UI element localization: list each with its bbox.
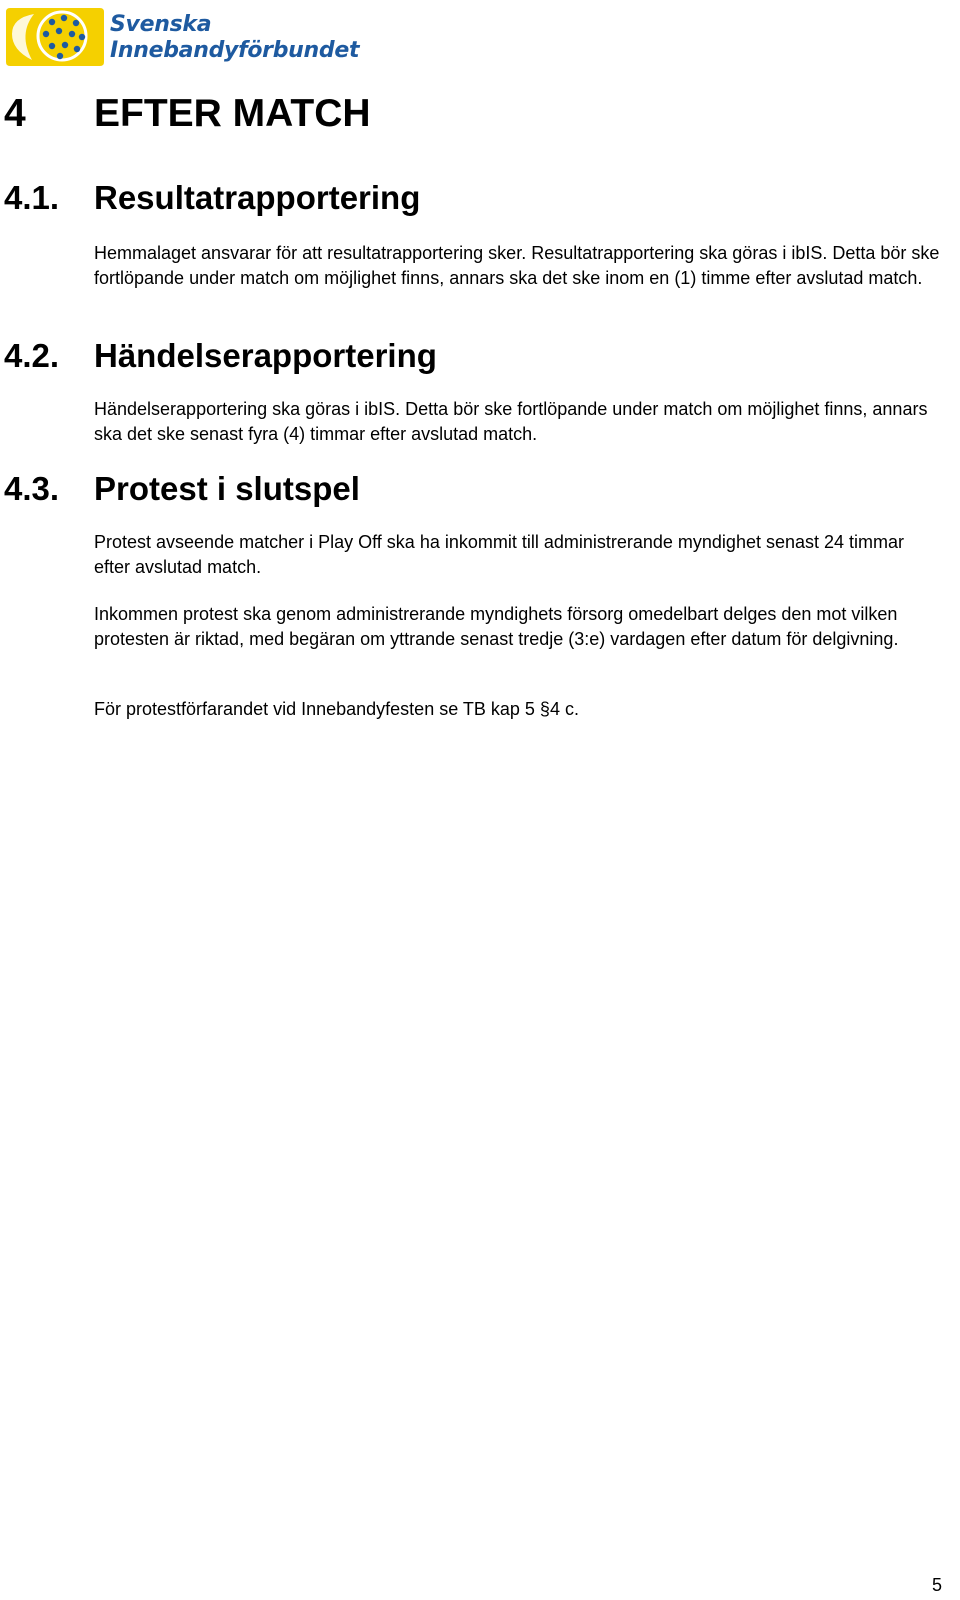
section-number: 4.1. [4,179,60,216]
section-4-2-paragraph: Händelserapportering ska göras i ibIS. Detta bör ske fortlöpande under match om möjlighet finns, annars ska det ske senast fyra (4) timmar efter avslutad match. [94,399,928,444]
section-4-3-paragraph-3: För protestförfarandet vid Innebandyfesten se TB kap 5 §4 c. [94,699,579,719]
logo-wordmark [110,12,359,64]
chapter-heading [4,88,371,140]
logo [4,4,360,70]
section-heading-4-1 [4,176,420,220]
section-4-1-paragraph: Hemmalaget ansvarar för att resultatrapportering sker. Resultatrapportering ska göras i ibIS. Detta bör ske fortlöpande under match om möjlighet finns, annars ska det ske inom en (1) timme efter avslutad match. [94,243,940,288]
section-title: Resultatrapportering [94,179,421,216]
section-number: 4.2. [4,337,60,374]
section-4-3-paragraph-2: Inkommen protest ska genom administrerande myndighets försorg omedelbart delges den mot vilken protesten är riktad, med begäran om yttrande senast tredje (3:e) vardagen efter datum för delgivning. [94,604,899,649]
floorball-logo-icon [4,4,114,70]
chapter-number: 4 [4,92,26,135]
logo-line-2: Innebandyförbundet [110,38,360,63]
section-title: Händelserapportering [94,337,437,374]
section-title: Protest i slutspel [94,470,360,507]
section-4-3-paragraph-1: Protest avseende matcher i Play Off ska ha inkommit till administrerande myndighet senast 24 timmar efter avslutad match. [94,532,905,577]
section-heading-4-3 [4,467,360,511]
section-heading-4-2 [4,334,437,378]
section-number: 4.3. [4,470,60,507]
chapter-title: EFTER MATCH [94,92,371,135]
page-number: 5 [931,1575,942,1595]
logo-line-1: Svenska [110,12,212,37]
